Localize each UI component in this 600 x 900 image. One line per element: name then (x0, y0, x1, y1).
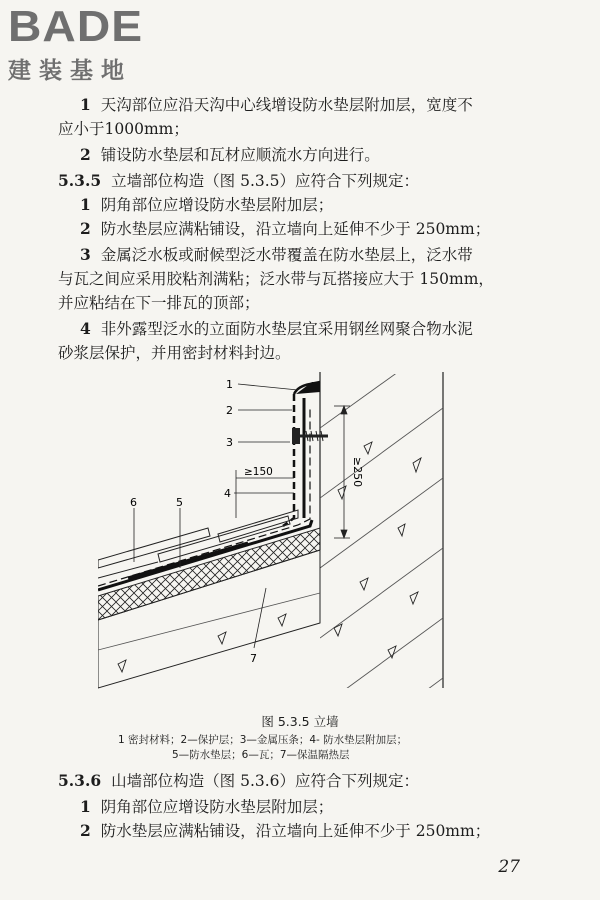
figure-caption: 图 5.3.5 立墙 (261, 714, 339, 729)
brand-logo (8, 2, 144, 85)
para-1-line-1: 1 天沟部位应沿天沟中心线增设防水垫层附加层，宽度不 (80, 95, 473, 114)
callout-7: 7 (250, 652, 257, 665)
clause-5-3-5-1: 1 阴角部位应增设防水垫层附加层； (80, 195, 334, 214)
para-1-line-2: 应小于1000mm； (58, 120, 189, 138)
wall-flashing-detail-drawing (98, 368, 458, 698)
dimension-vertical (334, 406, 350, 538)
screw-fastener (292, 428, 328, 444)
para-2: 2 铺设防水垫层和瓦材应顺流水方向进行。 (80, 145, 380, 164)
dimension-horizontal-label: ≥150 (244, 466, 273, 478)
section-number: 5.3.6 (58, 771, 102, 790)
clause-5-3-6-2: 2 防水垫层应满粘铺设，沿立墙向上延伸不少于 250mm； (80, 821, 491, 840)
figure-legend-line-2: 5—防水垫层；6—瓦；7—保温隔热层 (172, 749, 350, 761)
clause-5-3-5-4-line-1: 4 非外露型泛水的立面防水垫层宜采用钢丝网聚合物水泥 (80, 319, 473, 338)
clause-5-3-6-1: 1 阴角部位应增设防水垫层附加层； (80, 797, 334, 816)
clause-5-3-5-3-line-1: 3 金属泛水板或耐候型泛水带覆盖在防水垫层上，泛水带 (80, 245, 473, 264)
clause-5-3-5-3-line-2: 与瓦之间应采用胶粘剂满粘；泛水带与瓦搭接应大于 150mm， (58, 270, 494, 288)
item-number: 2 (80, 145, 91, 164)
clause-5-3-5-4-line-2: 砂浆层保护，并用密封材料封边。 (58, 344, 291, 362)
logo-subtitle: 建装基地 (8, 58, 132, 84)
section-heading-5-3-6: 5.3.6 山墙部位构造（图 5.3.6）应符合下列规定： (58, 771, 420, 790)
section-number: 5.3.5 (58, 171, 102, 190)
logo-mark: BADE (8, 2, 144, 51)
dimension-vertical-label: ≥250 (351, 456, 364, 488)
figure-legend-line-1: 1 密封材料；2—保护层；3—金属压条；4- 防水垫层附加层； (118, 734, 408, 746)
clause-5-3-5-2: 2 防水垫层应满粘铺设，沿立墙向上延伸不少于 250mm； (80, 219, 491, 238)
callout-3: 3 (226, 436, 233, 449)
callout-leaders (134, 384, 298, 648)
callout-6: 6 (130, 496, 137, 509)
clause-5-3-5-3-line-3: 并应粘结在下一排瓦的顶部； (58, 294, 260, 312)
wall-body (320, 372, 443, 698)
item-number: 1 (80, 95, 91, 114)
roof-slab (98, 528, 320, 688)
page-number: 27 (498, 857, 520, 877)
section-heading-5-3-5: 5.3.5 立墙部位构造（图 5.3.5）应符合下列规定： (58, 171, 420, 190)
callout-2: 2 (226, 404, 233, 417)
callout-1: 1 (226, 378, 233, 391)
callout-5: 5 (176, 496, 183, 509)
callout-4: 4 (224, 487, 231, 500)
